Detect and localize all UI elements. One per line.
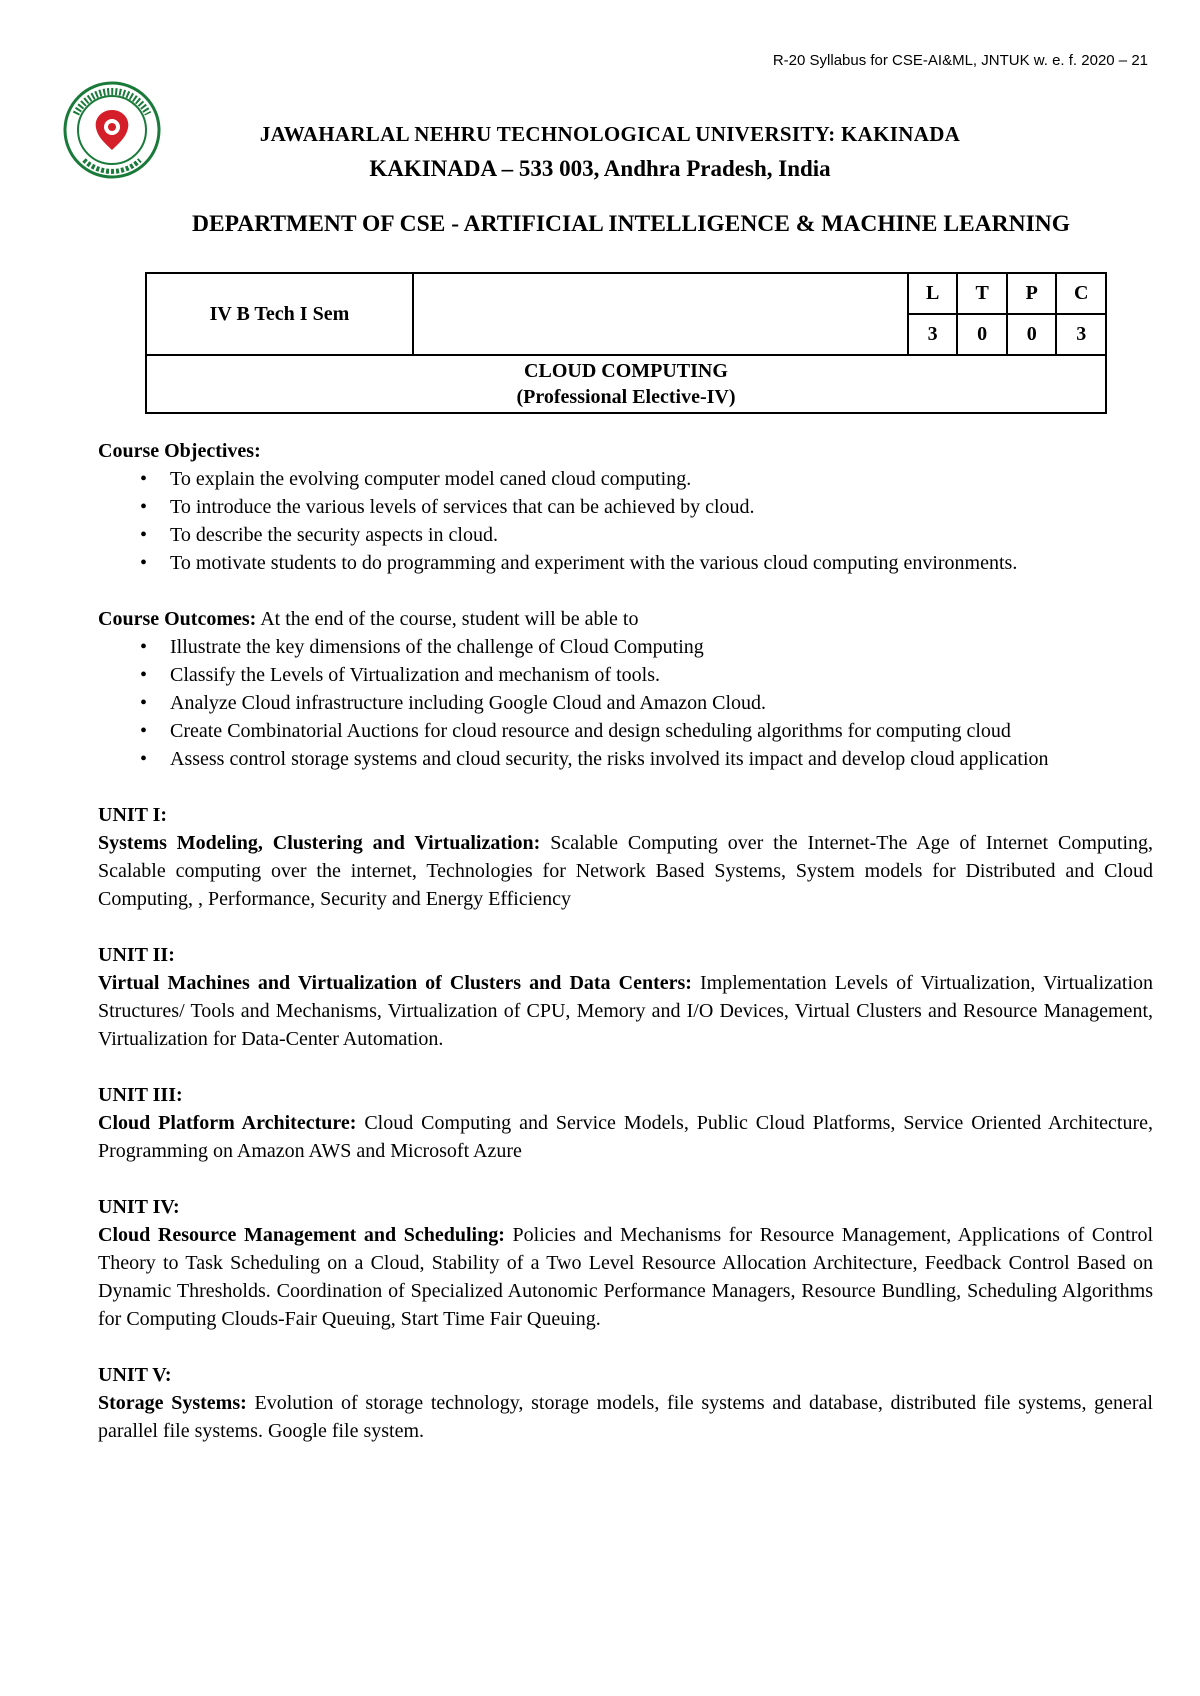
- unit-1-label: UNIT I:: [98, 804, 168, 826]
- list-item: • To explain the evolving computer model caned cloud computing.: [170, 465, 1153, 493]
- objectives-list: [98, 465, 1153, 577]
- ltpc-value-l: 3: [908, 314, 958, 355]
- list-item: • Analyze Cloud infrastructure including Google Cloud and Amazon Cloud.: [170, 689, 1153, 717]
- outcomes-intro-line: [98, 605, 1153, 633]
- ltpc-header-l: L: [908, 273, 958, 314]
- list-item: • To motivate students to do programming and experiment with the various cloud computing environments.: [170, 549, 1153, 577]
- unit-2-title: Virtual Machines and Virtualization of Clusters and Data Centers:: [98, 972, 692, 994]
- list-item: • Assess control storage systems and cloud security, the risks involved its impact and develop cloud application: [170, 745, 1153, 773]
- list-item: • Illustrate the key dimensions of the challenge of Cloud Computing: [170, 633, 1153, 661]
- department-title: DEPARTMENT OF CSE - ARTIFICIAL INTELLIGENCE & MACHINE LEARNING: [192, 211, 1070, 237]
- university-name: JAWAHARLAL NEHRU TECHNOLOGICAL UNIVERSITY: KAKINADA: [259, 122, 961, 146]
- unit-1-content: [98, 829, 1153, 913]
- course-title: CLOUD COMPUTING: [524, 360, 728, 382]
- list-item: • To introduce the various levels of services that can be achieved by cloud.: [170, 493, 1153, 521]
- course-info-table: [145, 272, 1107, 414]
- course-subtitle: (Professional Elective-IV): [516, 386, 736, 408]
- ltpc-value-t: 0: [957, 314, 1007, 355]
- unit-2-content: [98, 969, 1153, 1053]
- ltpc-header-c: C: [1056, 273, 1106, 314]
- unit-1-body: Scalable Computing over the Internet-The Age of Internet Computing, Scalable computing over the internet, Technologies for Network Based Systems, System models for Distributed and Cloud Computing, , Performance, Security and Energy Efficiency: [98, 832, 1153, 910]
- unit-4-body: Policies and Mechanisms for Resource Management, Applications of Control Theory to Task Scheduling on a Cloud, Stability of a Two Level Resource Allocation Architecture, Feedback Control Based on Dynamic Thresholds. Coordination of Specialized Autonomic Performance Managers, Resource Bundling, Scheduling Algorithms for Computing Clouds-Fair Queuing, Start Time Fair Queuing.: [98, 1224, 1153, 1330]
- unit-1-title: Systems Modeling, Clustering and Virtualization:: [98, 832, 541, 854]
- unit-2-label: UNIT II:: [98, 944, 175, 966]
- ltpc-header-t: T: [957, 273, 1007, 314]
- unit-5-content: [98, 1389, 1153, 1445]
- unit-4-title: Cloud Resource Management and Scheduling:: [98, 1224, 505, 1246]
- ltpc-header-p: P: [1007, 273, 1057, 314]
- unit-5-body: Evolution of storage technology, storage models, file systems and database, distributed file systems, general parallel file systems. Google file system.: [98, 1392, 1153, 1442]
- unit-3-body: Cloud Computing and Service Models, Public Cloud Platforms, Service Oriented Architecture, Programming on Amazon AWS and Microsoft Azure: [98, 1112, 1153, 1162]
- outcomes-intro: At the end of the course, student will be able to: [256, 608, 639, 630]
- unit-4-content: [98, 1221, 1153, 1333]
- blank-cell: [413, 273, 908, 355]
- outcomes-list: [98, 633, 1153, 773]
- list-item: • Create Combinatorial Auctions for cloud resource and design scheduling algorithms for computing cloud: [170, 717, 1153, 745]
- semester-cell: IV B Tech I Sem: [146, 273, 413, 355]
- unit-5-title: Storage Systems:: [98, 1392, 247, 1414]
- ltpc-value-c: 3: [1056, 314, 1106, 355]
- unit-4-label: UNIT IV:: [98, 1196, 180, 1218]
- outcomes-heading: Course Outcomes:: [98, 608, 257, 630]
- unit-3-content: [98, 1109, 1153, 1165]
- page-header-note: R-20 Syllabus for CSE-AI&ML, JNTUK w. e. f. 2020 – 21: [772, 52, 1148, 69]
- unit-5-label: UNIT V:: [98, 1364, 172, 1386]
- syllabus-content: [98, 437, 1153, 1445]
- unit-3-label: UNIT III:: [98, 1084, 183, 1106]
- list-item: • Classify the Levels of Virtualization and mechanism of tools.: [170, 661, 1153, 689]
- objectives-heading: Course Objectives:: [98, 440, 261, 462]
- university-address: KAKINADA – 533 003, Andhra Pradesh, India: [369, 156, 831, 181]
- unit-3-title: Cloud Platform Architecture:: [98, 1112, 357, 1134]
- course-title-cell: [146, 355, 1106, 413]
- ltpc-value-p: 0: [1007, 314, 1057, 355]
- unit-2-body: Implementation Levels of Virtualization, Virtualization Structures/ Tools and Mechanisms, Virtualization of CPU, Memory and I/O Devices, Virtual Clusters and Resource Management, Virtualization for Data-Center Automation.: [98, 972, 1153, 1050]
- list-item: • To describe the security aspects in cloud.: [170, 521, 1153, 549]
